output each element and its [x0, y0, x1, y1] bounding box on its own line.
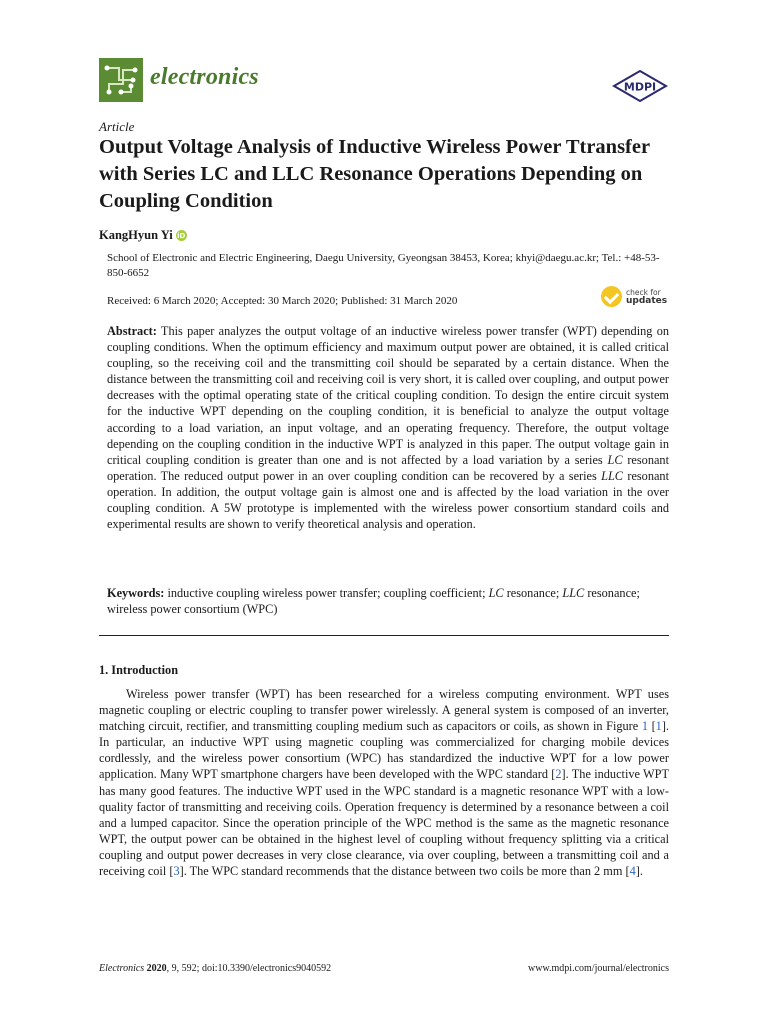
author-name: KangHyun Yi: [99, 228, 173, 242]
affiliation: School of Electronic and Electric Engineering, Daegu University, Gyeongsan 38453, Korea; khyi@daegu.ac.kr; Tel.: +48-53-850-6652: [107, 252, 660, 279]
mdpi-logo-icon: [612, 70, 668, 102]
check-for-updates-button[interactable]: [601, 286, 667, 307]
keywords: Keywords: inductive coupling wireless power transfer; coupling coefficient; LC resonance; LLC resonance; wireless power consortium (WPC): [107, 586, 640, 617]
article-type: Article: [99, 119, 135, 134]
citation-link[interactable]: 3: [173, 864, 180, 879]
abstract: Abstract: This paper analyzes the output voltage of an inductive wireless power transfer (WPT) depending on coupling conditions. When the optimum efficiency and maximum output power are obtained, it is called critical coupling, so the receiving coil and the transmitting coil should be separated by a certain distance. When the distance between the transmitting coil and receiving coil is very short, it is called over coupling, and output power decreases with the optimal operating state of the critical coupling condition. To design the entire circuit system for the inductive WPT depending on the coupling condition, it is beneficial to analyze the output voltage according to a load variation, an input voltage, and an operating frequency. Therefore, the output voltage depending on the coupling condition in the inductive WPT is analyzed in this paper. The output voltage gain in critical coupling condition is greater than one and is not affected by a load variation by a series LC resonant operation. The reduced output power in an over coupling condition can be recovered by a series LLC resonant operation. In addition, the output voltage gain is almost one and is affected by the load variation in the over coupling condition. A 5W prototype is implemented with the wireless power consortium standard coils and experimental results are shown to verify theoretical analysis and operation.: [107, 324, 670, 532]
section-heading-introduction: 1. Introduction: [99, 663, 179, 677]
page-title: Output Voltage Analysis of Inductive Wireless Power Ttransfer with Series LC and LLC Resonance Operations Depending on Coupling Condition: [99, 136, 650, 212]
orcid-icon[interactable]: iD: [177, 231, 186, 240]
author-line: [99, 228, 187, 243]
keywords-label: Keywords:: [107, 586, 165, 600]
footer-journal-url[interactable]: www.mdpi.com/journal/electronics: [528, 963, 669, 974]
check-updates-label: check for updates: [626, 287, 668, 306]
publication-dates: Received: 6 March 2020; Accepted: 30 March 2020; Published: 31 March 2020: [107, 295, 458, 307]
abstract-label: Abstract:: [107, 324, 157, 338]
electronics-logo-icon: [99, 58, 143, 102]
check-updates-icon: [601, 286, 622, 307]
introduction-paragraph: Wireless power transfer (WPT) has been researched for a wireless computing environment. WPT uses magnetic coupling or electric coupling to transfer power wirelessly. A general system is composed of an inverter, matching circuit, rectifier, and transmitting coupling medium such as capacitors or coils, as shown in Figure 1 [1]. In particular, an inductive WPT using magnetic coupling was commercialized for charging mobile devices cordlessly, and the wireless power consortium (WPC) has standardized the inductive WPT for a low power application. Many WPT smartphone chargers have been developed with the WPC standard [2]. The inductive WPT has many good features. The inductive WPT used in the WPC standard is a magnetic resonance WPT with a low-quality factor of transmitting and receiving coils. Operation frequency is determined by a resonance between a coil and a lumped capacitor. Since the operation principle of the WPC method is the same as the magnetic resonance WPT, the output power can be obtained in the highest level of coupling without frequency splitting via a critical coupling and output power decreases in very close clearance, via over coupling, between a transmitting coil and a receiving coil [3]. The WPC standard recommends that the distance between two coils be more than 2 mm [4].: [99, 687, 669, 879]
citation-link[interactable]: 2: [555, 767, 562, 782]
citation-link[interactable]: 1: [655, 719, 662, 734]
journal-name: electronics: [150, 64, 259, 90]
citation-link[interactable]: 4: [629, 864, 636, 879]
section-divider: [99, 635, 669, 636]
figure-link[interactable]: 1: [641, 719, 648, 734]
publisher-name: MDPI: [623, 80, 657, 94]
footer-citation: Electronics 2020, 9, 592; doi:10.3390/electronics9040592: [99, 963, 332, 974]
